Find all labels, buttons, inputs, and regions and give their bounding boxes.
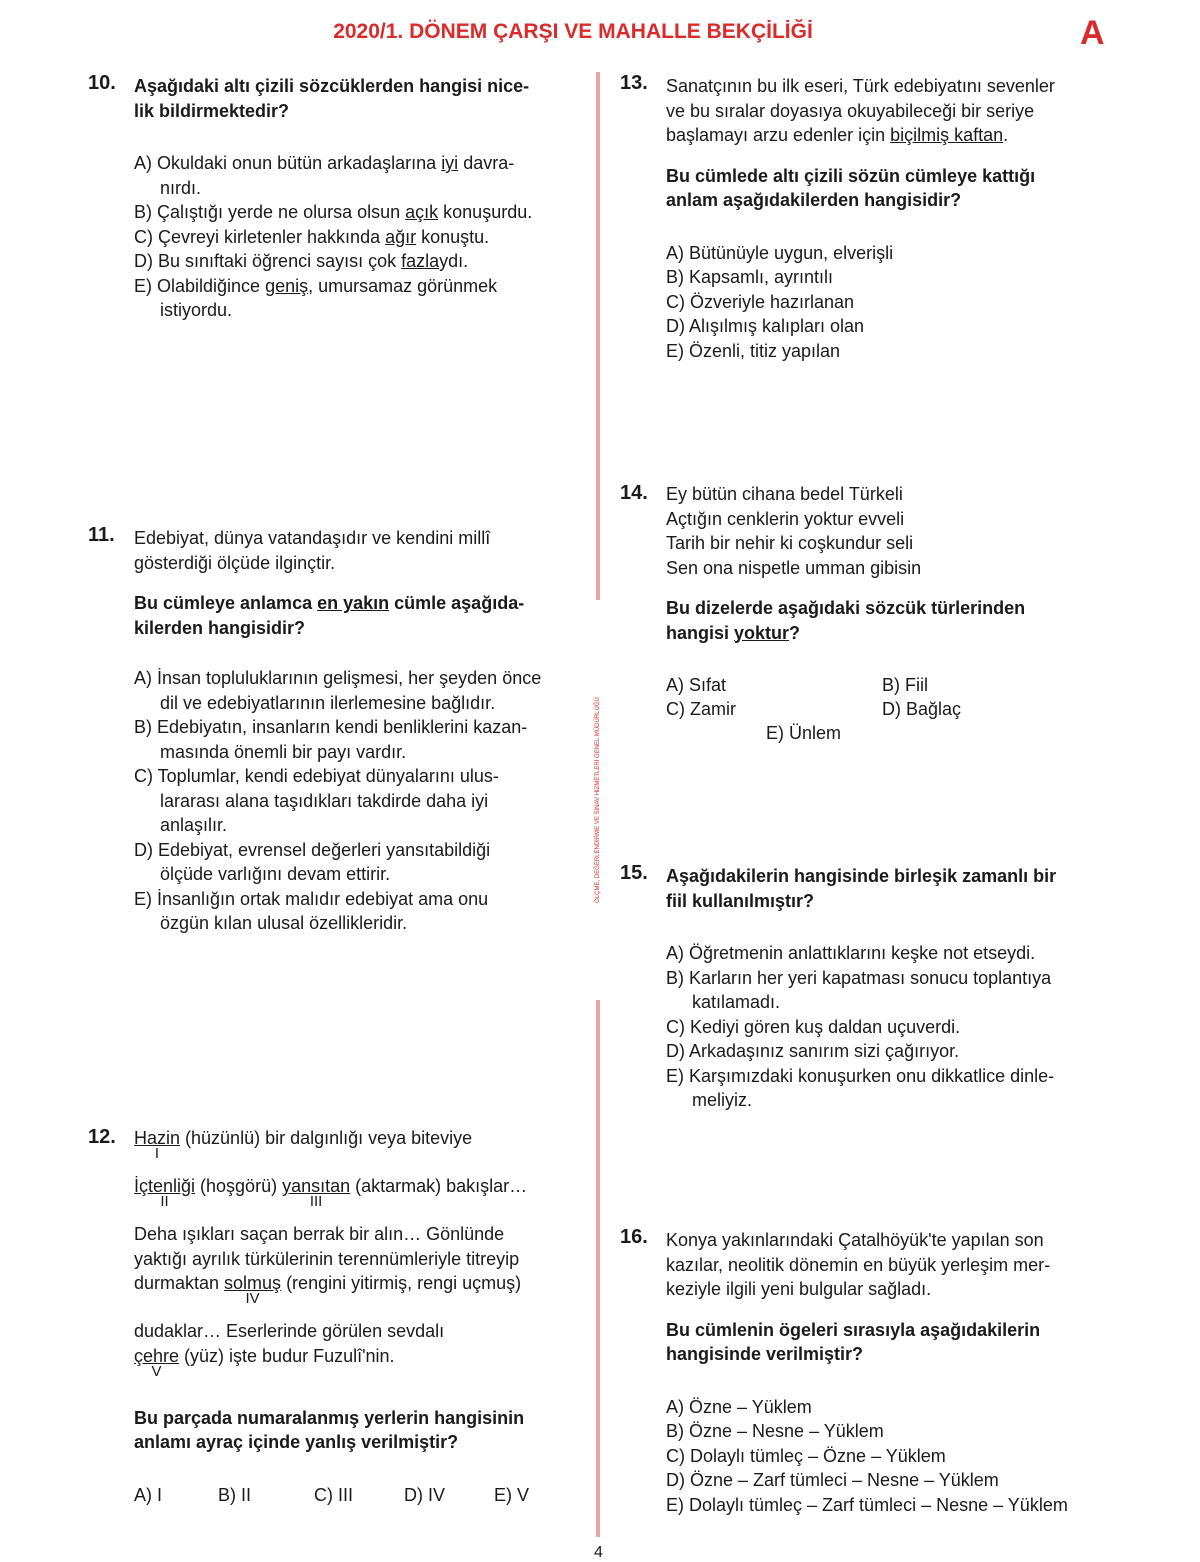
numbered-word-1 [134,1126,181,1162]
q15-option-e[interactable] [666,1064,1126,1113]
passage-text: (yüz) işte budur Fuzulî'nin. [179,1345,395,1366]
q14-option-d[interactable]: D) Bağlaç [882,699,962,719]
q10-stem-line: lik bildirmektedir? [134,100,290,121]
q10-option-b[interactable] [134,200,584,225]
underlined-word: Hazin [134,1128,181,1148]
underlined-word: solmuş [224,1273,282,1293]
question-15 [666,864,1126,1113]
underlined-word: en yakın [317,593,390,613]
q16-stem [666,1318,1126,1367]
question-number-11: 11. [88,524,115,546]
q11-option-a[interactable] [134,666,584,715]
q16-option-c[interactable]: C) Dolaylı tümleç – Özne – Yüklem [666,1445,946,1466]
question-number-13: 13. [620,72,648,94]
q13-option-a[interactable]: A) Bütünüyle uygun, elverişli [666,242,894,263]
q12-option-e[interactable]: E) V [494,1484,530,1505]
q11-stem [134,591,584,640]
q13-text-line: ve bu sıralar doyasıya okuyabileceği bir seriye [666,100,1035,121]
q16-option-a[interactable]: A) Özne – Yüklem [666,1396,812,1417]
roman-numeral: I [154,1145,160,1162]
stem-text: Bu dizelerde aşağıdaki sözcük türlerinden [666,598,1026,618]
q12-option-b[interactable]: B) II [218,1484,252,1505]
question-number-14: 14. [620,482,648,504]
q16-text-line: Konya yakınlarındaki Çatalhöyük'te yapılan son [666,1230,1044,1250]
option-text: meliyiz. [692,1090,753,1110]
underlined-word: iyi [441,153,459,173]
stem-text: fiil kullanılmıştır? [666,890,815,911]
stem-text: cümle aşağıda- [389,593,525,613]
q11-option-e[interactable] [134,887,584,936]
option-text: B) Çalıştığı yerde ne olursa olsun [134,202,406,222]
q12-stem [134,1406,589,1455]
q10-option-c[interactable] [134,225,584,250]
q11-text-line: gösterdiği ölçüde ilginçtir. [134,552,336,573]
q16-option-e[interactable]: E) Dolaylı tümleç – Zarf tümleci – Nesne – Yüklem [666,1494,1068,1515]
question-number-10: 10. [88,72,116,94]
underlined-phrase: biçilmiş kaftan [890,125,1004,145]
passage-line: Deha ışıkları saçan berrak bir alın… Gönlünde [134,1224,505,1244]
roman-numeral: II [160,1193,169,1210]
stem-text: kilerden hangisidir? [134,617,306,638]
option-text: konuştu. [416,226,490,247]
question-12 [134,1126,589,1509]
passage-text: başlamayı arzu edenler için [666,125,891,145]
option-text: E) İnsanlığın ortak malıdır edebiyat ama onu [134,888,489,909]
q13-option-c[interactable]: C) Özveriyle hazırlanan [666,291,855,312]
stem-text: Bu cümleye anlamca [134,593,318,613]
q11-option-c[interactable] [134,764,584,838]
question-14 [666,482,1126,747]
q10-option-e[interactable] [134,274,584,323]
question-number-16: 16. [620,1226,648,1248]
underlined-word: İçtenliği [134,1176,196,1196]
q15-option-d[interactable]: D) Arkadaşınız sanırım sizi çağırıyor. [666,1041,960,1061]
passage-line: dudaklar… Eserlerinde görülen sevdalı [134,1321,445,1341]
option-text: masında önemli bir payı vardır. [160,741,407,762]
option-text: D) Edebiyat, evrensel değerleri yansıtabildiği [134,839,491,860]
q16-text-line: kazılar, neolitik dönemin en büyük yerleşim mer- [666,1254,1051,1275]
q16-option-b[interactable]: B) Özne – Nesne – Yüklem [666,1421,884,1441]
passage-text: (aktarmak) bakışlar… [350,1176,528,1196]
option-text: lararası alana taşıdıkları takdirde daha iyi [160,790,489,811]
q13-text-line: Sanatçının bu ilk eseri, Türk edebiyatını sevenler [666,76,1055,96]
option-text: dil ve edebiyatlarının ilerlemesine bağlıdır. [160,692,496,713]
stem-text: Bu parçada numaralanmış yerlerin hangisinin [134,1407,525,1428]
q14-stem [666,596,1126,645]
question-number-12: 12. [88,1126,116,1148]
option-text: E) Karşımızdaki konuşurken onu dikkatlice dinle- [666,1065,1055,1086]
roman-numeral: III [309,1193,323,1210]
passage-text: durmaktan [134,1273,225,1293]
q14-options [666,673,1126,747]
q11-option-d[interactable] [134,838,584,887]
passage-text: (hoşgörü) [195,1176,283,1196]
question-13 [666,74,1126,363]
option-text: A) İnsan topluluklarının gelişmesi, her şeyden önce [134,668,542,688]
option-text: davra- [458,153,515,173]
passage-line: yaktığı ayrılık türkülerinin terennümleriyle titreyip [134,1248,520,1269]
q15-stem [666,864,1126,913]
option-text: anlaşılır. [160,815,228,835]
option-text: özgün kılan ulusal özellikleridir. [160,913,408,933]
underlined-word: yansıtan [282,1176,351,1196]
page-number: 4 [594,1544,603,1561]
option-text: A) Okuldaki onun bütün arkadaşlarına [134,153,442,173]
stem-text: Bu cümlede altı çizili sözün cümleye kattığı [666,165,1036,186]
option-text: ölçüde varlığını devam ettirir. [160,864,391,884]
q12-option-a[interactable]: A) I [134,1484,163,1505]
option-text: istiyordu. [160,300,233,320]
underlined-word: çehre [134,1345,180,1366]
q12-options [134,1483,589,1509]
q14-option-a[interactable]: A) Sıfat [666,675,727,695]
q10-stem [134,74,584,123]
q15-option-b[interactable] [666,966,1126,1015]
option-text: D) Bu sınıftaki öğrenci sayısı çok [134,251,402,271]
option-text: konuşurdu. [438,202,533,222]
passage-text: (rengini yitirmiş, rengi uçmuş) [281,1273,522,1293]
underlined-word: ağır [385,226,417,247]
roman-numeral: V [151,1362,162,1380]
stem-text: hangisi [666,622,735,643]
q16-option-d[interactable]: D) Özne – Zarf tümleci – Nesne – Yüklem [666,1470,999,1490]
q12-option-c[interactable]: C) III [314,1484,353,1505]
verse-line: Sen ona nispetle umman gibisin [666,557,922,578]
q15-option-c[interactable]: C) Kediyi gören kuş daldan uçuverdi. [666,1016,961,1037]
passage-text: . [1003,125,1009,145]
verse-line: Ey bütün cihana bedel Türkeli [666,484,903,504]
q12-option-d[interactable]: D) IV [404,1484,446,1505]
question-16 [666,1228,1126,1517]
stem-text: Bu cümlenin ögeleri sırasıyla aşağıdakilerin [666,1319,1041,1340]
q10-option-a[interactable] [134,151,584,200]
passage-text: (hüzünlü) bir dalgınlığı veya biteviye [180,1128,473,1148]
numbered-word-4 [224,1271,282,1307]
exam-title: 2020/1. DÖNEM ÇARŞI VE MAHALLE BEKÇİLİĞİ [333,20,813,43]
stem-text: anlamı ayraç içinde yanlış verilmiştir? [134,1432,459,1452]
option-text: E) Olabildiğince [134,275,266,296]
option-text: katılamadı. [692,992,781,1012]
q14-option-c[interactable]: C) Zamir [666,699,736,719]
underlined-word: fazla [401,251,440,271]
q16-text-line: keziyle ilgili yeni bulgular sağladı. [666,1279,932,1299]
stem-text: anlam aşağıdakilerden hangisidir? [666,190,962,210]
option-text: , umursamaz görünmek [308,275,498,296]
stem-text: ? [789,622,801,643]
stem-text: hangisinde verilmiştir? [666,1344,864,1364]
option-text: B) Karların her yeri kapatması sonucu toplantıya [666,967,1052,988]
verse-line: Açtığın cenklerin yoktur evveli [666,508,905,529]
q14-option-b[interactable]: B) Fiil [882,675,928,695]
option-text: ydı. [439,251,469,271]
underlined-word: açık [405,202,439,222]
verse-line: Tarih bir nehir ki coşkundur seli [666,533,914,553]
q15-option-a[interactable]: A) Öğretmenin anlattıklarını keşke not etseydi. [666,943,1036,963]
booklet-type: A [1080,14,1105,52]
roman-numeral: IV [245,1290,260,1307]
q11-option-b[interactable] [134,715,584,764]
q13-stem [666,164,1126,213]
question-10 [134,74,584,323]
option-text: C) Toplumlar, kendi edebiyat dünyalarını ulus- [134,766,499,786]
numbered-word-2 [134,1174,196,1210]
q13-option-d[interactable]: D) Alışılmış kalıpları olan [666,316,865,336]
underlined-word: yoktur [734,622,790,643]
q10-stem-line: Aşağıdaki altı çizili sözcüklerden hangisi nice- [134,76,530,96]
q10-option-d[interactable] [134,249,584,274]
question-number-15: 15. [620,862,648,884]
stem-text: Aşağıdakilerin hangisinde birleşik zamanlı bir [666,866,1057,886]
numbered-word-5 [134,1344,180,1380]
option-text: C) Çevreyi kirletenler hakkında [134,226,386,247]
side-note: ÖLÇME, DEĞERLENDİRME VE SINAV HİZMETLERİ GENEL MÜDÜRLÜĞÜ [593,600,603,1000]
option-text: nırdı. [160,177,202,198]
q13-option-e[interactable]: E) Özenli, titiz yapılan [666,340,841,361]
underlined-word: geniş [265,275,309,296]
q14-option-e[interactable]: E) Ünlem [766,723,842,743]
numbered-word-3 [282,1174,351,1210]
q13-option-b[interactable]: B) Kapsamlı, ayrıntılı [666,267,834,287]
question-11 [134,526,584,936]
option-text: B) Edebiyatın, insanların kendi benliklerini kazan- [134,717,528,737]
q11-text-line: Edebiyat, dünya vatandaşıdır ve kendini millî [134,528,491,548]
